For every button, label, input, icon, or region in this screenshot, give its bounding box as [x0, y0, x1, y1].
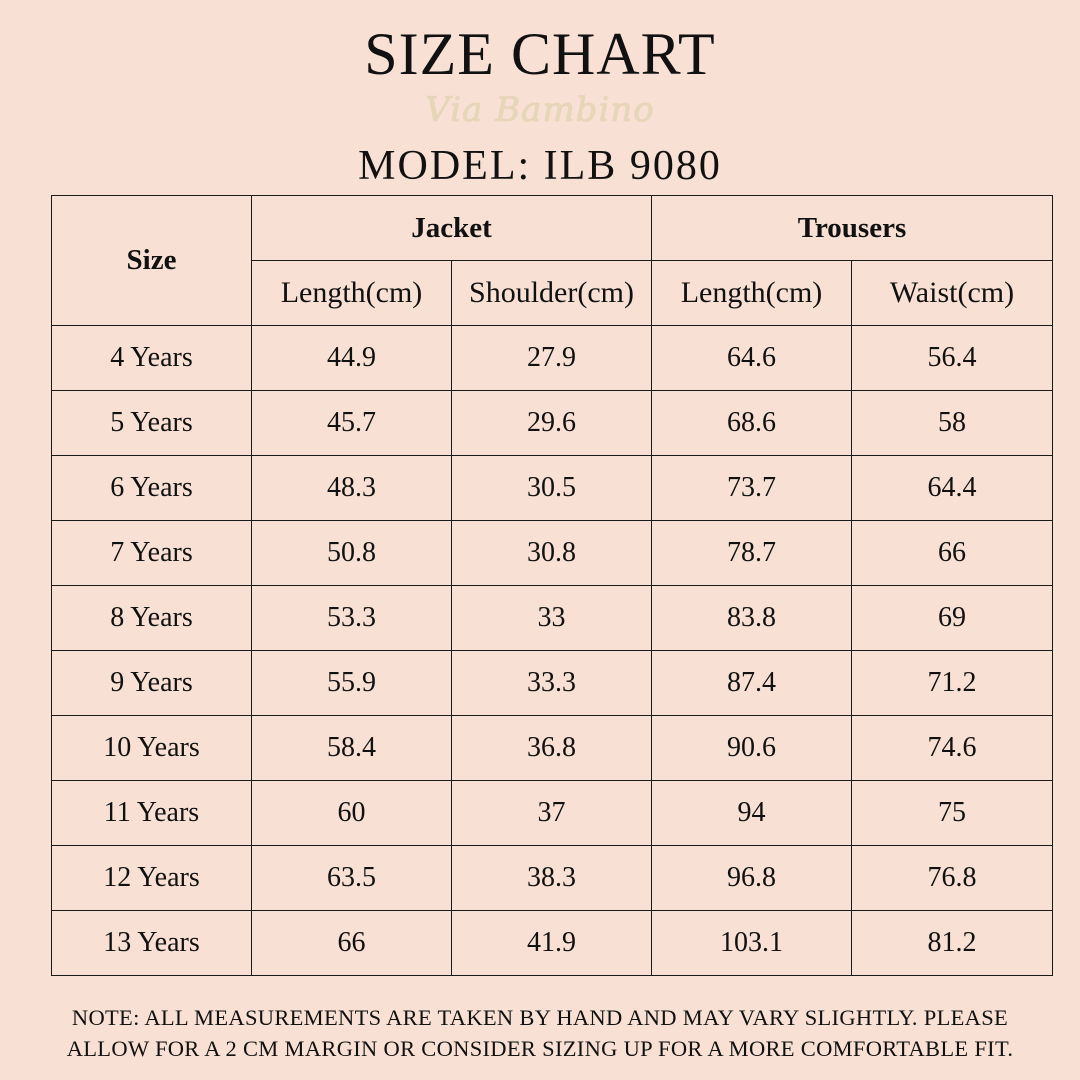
jacket-group-header: Jacket: [252, 196, 652, 261]
jacket-shoulder-cell: 37: [452, 781, 652, 846]
jacket-length-cell: 60: [252, 781, 452, 846]
jacket-shoulder-cell: 33.3: [452, 651, 652, 716]
size-cell: 11 Years: [52, 781, 252, 846]
size-column-header: Size: [52, 196, 252, 326]
jacket-length-cell: 63.5: [252, 846, 452, 911]
table-row: [52, 456, 1053, 521]
trousers-group-header: Trousers: [652, 196, 1053, 261]
trousers-waist-cell: 66: [852, 521, 1053, 586]
jacket-length-cell: 66: [252, 911, 452, 976]
trousers-waist-cell: 75: [852, 781, 1053, 846]
measurement-note: NOTE: ALL MEASUREMENTS ARE TAKEN BY HAND AND MAY VARY SLIGHTLY. PLEASE ALLOW FOR A 2 CM MARGIN OR CONSIDER SIZING UP FOR A MORE COMFORTABLE FIT.: [66, 1005, 1014, 1061]
table-row: [52, 716, 1053, 781]
jacket-length-cell: 48.3: [252, 456, 452, 521]
jacket-shoulder-cell: 38.3: [452, 846, 652, 911]
trousers-length-cell: 73.7: [652, 456, 852, 521]
jacket-shoulder-cell: 36.8: [452, 716, 652, 781]
page-title: SIZE CHART: [364, 21, 716, 87]
trousers-length-cell: 83.8: [652, 586, 852, 651]
jacket-shoulder-cell: 33: [452, 586, 652, 651]
trousers-length-cell: 94: [652, 781, 852, 846]
jacket-shoulder-header: Shoulder(cm): [452, 261, 652, 326]
trousers-waist-cell: 64.4: [852, 456, 1053, 521]
table-row: [52, 586, 1053, 651]
trousers-length-cell: 64.6: [652, 326, 852, 391]
jacket-shoulder-cell: 30.8: [452, 521, 652, 586]
size-cell: 6 Years: [52, 456, 252, 521]
table-row: [52, 911, 1053, 976]
size-cell: 8 Years: [52, 586, 252, 651]
jacket-length-cell: 58.4: [252, 716, 452, 781]
size-cell: 4 Years: [52, 326, 252, 391]
table-row: [52, 781, 1053, 846]
trousers-length-cell: 90.6: [652, 716, 852, 781]
size-cell: 5 Years: [52, 391, 252, 456]
table-row: [52, 326, 1053, 391]
trousers-waist-cell: 76.8: [852, 846, 1053, 911]
trousers-waist-cell: 56.4: [852, 326, 1053, 391]
jacket-shoulder-cell: 27.9: [452, 326, 652, 391]
size-cell: 10 Years: [52, 716, 252, 781]
table-body: [52, 326, 1053, 976]
size-cell: 7 Years: [52, 521, 252, 586]
table-row: [52, 846, 1053, 911]
trousers-waist-cell: 74.6: [852, 716, 1053, 781]
jacket-length-cell: 53.3: [252, 586, 452, 651]
trousers-waist-cell: 81.2: [852, 911, 1053, 976]
jacket-length-cell: 44.9: [252, 326, 452, 391]
trousers-length-cell: 96.8: [652, 846, 852, 911]
jacket-shoulder-cell: 30.5: [452, 456, 652, 521]
jacket-shoulder-cell: 41.9: [452, 911, 652, 976]
size-cell: 13 Years: [52, 911, 252, 976]
jacket-length-cell: 55.9: [252, 651, 452, 716]
table-group-header-row: [52, 196, 1053, 261]
jacket-shoulder-cell: 29.6: [452, 391, 652, 456]
trousers-length-header: Length(cm): [652, 261, 852, 326]
table-row: [52, 651, 1053, 716]
trousers-length-cell: 78.7: [652, 521, 852, 586]
trousers-waist-header: Waist(cm): [852, 261, 1053, 326]
table-row: [52, 521, 1053, 586]
trousers-length-cell: 68.6: [652, 391, 852, 456]
trousers-waist-cell: 71.2: [852, 651, 1053, 716]
trousers-length-cell: 103.1: [652, 911, 852, 976]
size-cell: 12 Years: [52, 846, 252, 911]
trousers-waist-cell: 58: [852, 391, 1053, 456]
brand-logo: Via Bambino: [425, 90, 655, 130]
size-cell: 9 Years: [52, 651, 252, 716]
jacket-length-cell: 45.7: [252, 391, 452, 456]
table-row: [52, 391, 1053, 456]
trousers-waist-cell: 69: [852, 586, 1053, 651]
size-chart-table: [51, 195, 1053, 976]
jacket-length-header: Length(cm): [252, 261, 452, 326]
model-number: MODEL: ILB 9080: [358, 143, 722, 189]
trousers-length-cell: 87.4: [652, 651, 852, 716]
jacket-length-cell: 50.8: [252, 521, 452, 586]
